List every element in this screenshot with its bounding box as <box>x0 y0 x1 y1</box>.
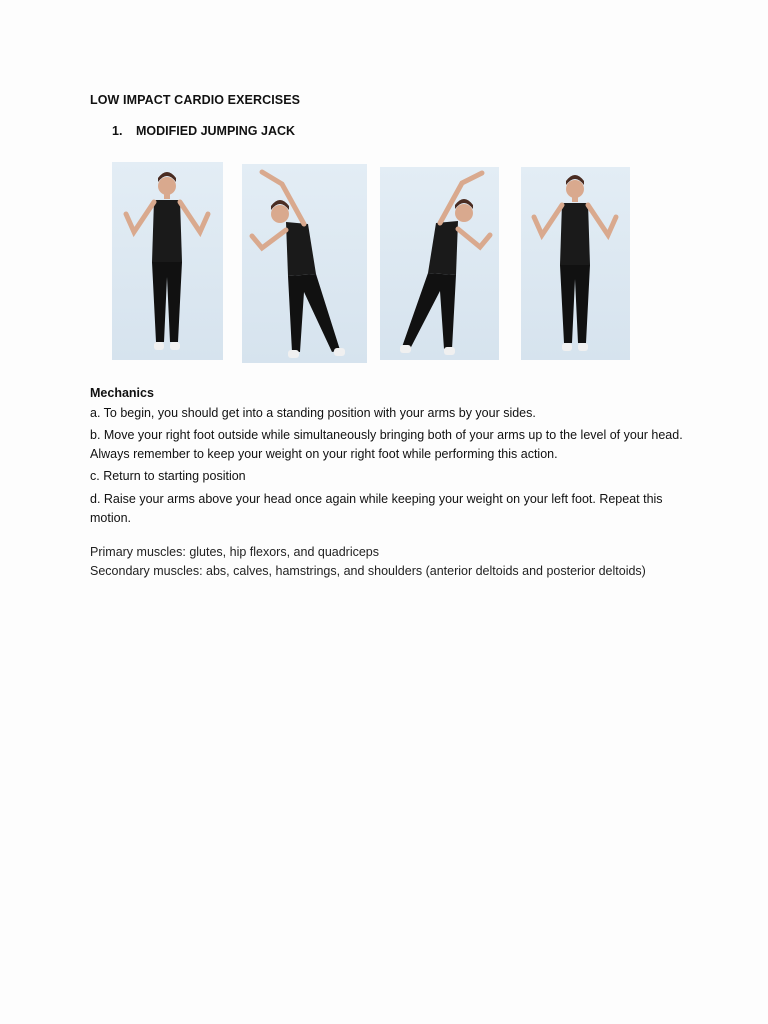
list-number: 1. <box>112 124 123 138</box>
step-c: c. Return to starting position <box>90 469 246 483</box>
exercise-photo-2 <box>242 164 367 363</box>
exercise-name: MODIFIED JUMPING JACK <box>136 124 296 138</box>
exercise-photo-3 <box>380 167 499 360</box>
document-title: LOW IMPACT CARDIO EXERCISES <box>90 93 301 107</box>
figure-standing-arms-out <box>521 167 630 360</box>
exercise-photo-1 <box>112 162 223 360</box>
step-a: a. To begin, you should get into a standing position with your arms by your sides. <box>90 406 536 420</box>
exercise-heading <box>112 124 295 138</box>
figure-standing-arms-out <box>112 162 223 360</box>
secondary-muscles: Secondary muscles: abs, calves, hamstrings, and shoulders (anterior deltoids and posterior deltoids) <box>90 564 646 578</box>
step-b: b. Move your right foot outside while simultaneously bringing both of your arms up to the level of your head. Always remember to keep your weight on your right foot while performing this action. <box>90 428 683 461</box>
primary-muscles: Primary muscles: glutes, hip flexors, and quadriceps <box>90 545 380 559</box>
step-d: d. Raise your arms above your head once again while keeping your weight on your left foot. Repeat this motion. <box>90 492 663 525</box>
figure-side-bend-right <box>242 164 367 363</box>
exercise-photo-4 <box>521 167 630 360</box>
figure-side-bend-left <box>380 167 499 360</box>
mechanics-heading: Mechanics <box>90 386 154 400</box>
